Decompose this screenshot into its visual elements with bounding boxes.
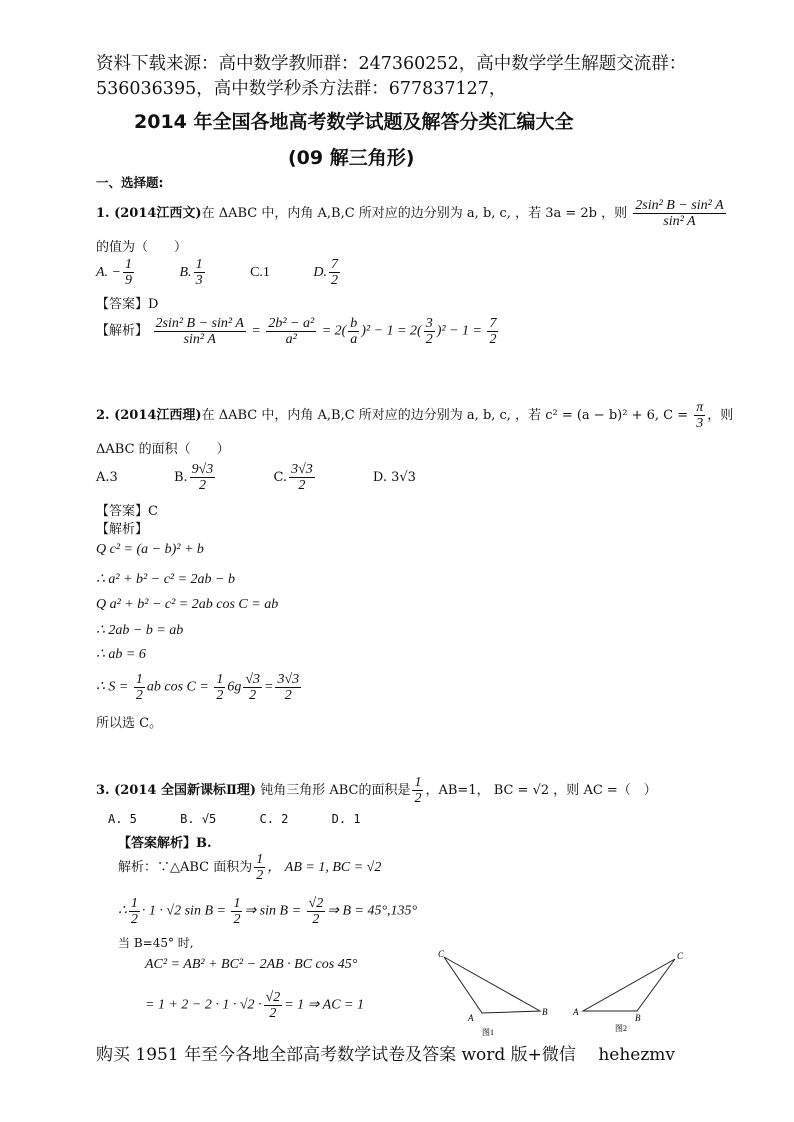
q2-angle: $\frac{\pi}{3}$	[696, 400, 704, 431]
q2-answer: 【答案】C	[96, 504, 158, 519]
q1-option-d: D. $\frac{7}{2}$	[313, 257, 339, 288]
footer-promo: 购买 1951 年至今各地全部高考数学试卷及答案 word 版+微信 hehezmv	[96, 1045, 676, 1065]
q1-expression: $\frac{\text{2sin² B − sin² A}}{\text{sin² A}}$	[635, 198, 724, 229]
q2-option-b: B. $\frac{9√3}{2}$	[173, 462, 214, 493]
q1-tail: 的值为（ ）	[96, 240, 188, 255]
q1-answer: 【答案】D	[96, 297, 159, 312]
q2-step-2: ∴ a² + b² − c² = 2ab − b	[96, 572, 236, 587]
q2-step-5: ∴ ab = 6	[96, 647, 146, 662]
q1-option-b: B. $\frac{1}{3}$	[179, 257, 203, 288]
q3-law-of-cosines: AC² = AB² + BC² − 2AB · BC cos 45°	[145, 957, 358, 972]
q2-option-d: D. 3√3	[372, 470, 416, 485]
q3-option-b: B. √5	[180, 812, 217, 826]
q2-step-4: ∴ 2ab − b = ab	[96, 623, 184, 638]
q3-calculation: = 1 + 2 − 2 · 1 · √2 · $\frac{√2}{2}$ = 1 ⇒ AC = 1	[145, 990, 364, 1021]
question-2: 2. (2014江西理)在 ΔABC 中，内角 A,B,C 所对应的边分别为 a, b, c, ，若 c² = (a − b)² + 6, C = $\frac{\pi}{3}$ ，则	[96, 400, 734, 431]
fig1-label-b: B	[542, 1007, 548, 1017]
q3-equation: ∴ $\frac{1}{2}$ · 1 · √2 sin B = $\frac{1}{2}$ ⇒ sin B = $\frac{√2}{2}$ ⇒ B = 45°,135°	[118, 896, 418, 927]
source-line-2: 536036395，高中数学秒杀方法群：677837127，	[96, 79, 507, 99]
q2-conclusion: 所以选 C。	[96, 716, 163, 731]
fig2-caption: 图2	[615, 1024, 627, 1033]
q3-options	[108, 812, 361, 826]
q2-option-c: C. $\frac{3√3}{2}$	[273, 462, 313, 493]
q1-source: 1. (2014江西文)	[96, 206, 202, 221]
q2-step-1: Q c² = (a − b)² + b	[96, 542, 204, 557]
q2-line2: ΔABC 的面积（ ）	[96, 442, 230, 457]
fig1-label-a: A	[468, 1013, 474, 1023]
q2-step-3: Q a² + b² − c² = 2ab cos C = ab	[96, 597, 279, 612]
q3-solution-intro: 解析：∵△ABC 面积为 $\frac{1}{2}$ ， AB = 1, BC = √2	[118, 852, 382, 883]
q1-analysis: 【解析】 $\frac{\text{2sin² B − sin² A}}{\text{sin² A}}$ = $\frac{\text{2b² − a²}}{\text{a²}}$ = 2( $\frac{b}{a}$ )² − 1 = 2( $\frac{3}{2}$ )² − 1 = $\frac{7}{2}$	[96, 316, 497, 347]
q2-area-formula: ∴ S = $\frac{1}{2}$ ab cos C = $\frac{1}{2}$ 6g $\frac{√3}{2}$ = $\frac{3√3}{2}$	[96, 672, 300, 703]
fig2-label-c: C	[677, 951, 684, 961]
page-subtitle: (09 解三角形)	[288, 147, 415, 169]
q3-option-c: C. 2	[259, 812, 289, 826]
question-1	[96, 198, 728, 229]
q2-analysis-label: 【解析】	[96, 522, 149, 537]
page-title: 2014 年全国各地高考数学试题及解答分类汇编大全	[134, 111, 574, 133]
q1-options	[96, 257, 342, 288]
q1-stem: 在 ΔABC 中，内角 A,B,C 所对应的边分别为 a, b, c, ，若 3a = 2b ，则	[201, 206, 628, 221]
q2-stem: 在 ΔABC 中，内角 A,B,C 所对应的边分别为 a, b, c, ，若 c² = (a − b)² + 6, C =	[201, 408, 689, 423]
fig1-caption: 图1	[482, 1028, 494, 1037]
fig1-label-c: C	[438, 949, 445, 959]
figure-1-triangle	[430, 945, 560, 1040]
q2-source: 2. (2014江西理)	[96, 408, 202, 423]
q3-stem: 钝角三角形 ABC的面积是	[260, 783, 411, 798]
q1-option-c: C.1	[250, 264, 270, 280]
q3-answer: 【答案解析】B.	[118, 836, 212, 851]
source-line-1: 资料下载来源：高中数学教师群：247360252，高中数学学生解题交流群：	[96, 54, 687, 74]
q3-option-a: A. 5	[108, 812, 137, 826]
question-3: 3. (2014 全国新课标Ⅱ理) 钝角三角形 ABC的面积是 $\frac{1}{2}$ ，AB=1， BC = √2 ，则 AC =（ ）	[96, 775, 657, 806]
section-heading: 一、选择题:	[96, 175, 164, 190]
q2-option-a: A.3	[96, 470, 118, 485]
fig2-label-b: B	[635, 1013, 641, 1023]
q3-option-d: D. 1	[331, 812, 361, 826]
q3-source: 3. (2014 全国新课标Ⅱ理)	[96, 783, 257, 798]
q3-case-line: 当 B=45° 时,	[118, 936, 194, 950]
figure-2-triangle	[565, 945, 695, 1040]
fig2-label-a: A	[573, 1007, 579, 1017]
q2-options	[96, 462, 416, 493]
q1-option-a: A. − $\frac{1}{9}$	[96, 257, 132, 288]
